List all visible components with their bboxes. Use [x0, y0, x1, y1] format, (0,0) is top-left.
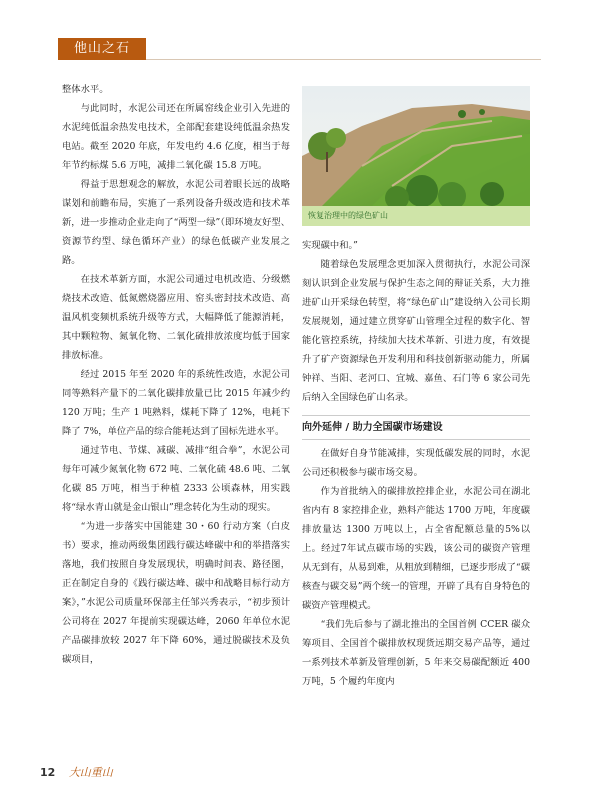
- right-column-top: [302, 236, 530, 407]
- page-footer: [40, 764, 113, 780]
- section-tag: 他山之石: [58, 38, 146, 60]
- paragraph: 与此同时，水泥公司还在所属窑线企业引入先进的水泥纯低温余热发电技术，全部配套建设纯低温余热发电站。截至 2020 年底，年发电约 4.6 亿度，相当于每年节约标煤 5.6 万吨，减排二氧化碳 15.8 万吨。: [62, 103, 290, 171]
- mine-photo: [302, 86, 530, 206]
- left-column: [62, 80, 290, 669]
- paragraph: 在技术革新方面，水泥公司通过电机改造、分级燃烧技术改造、低氮燃烧器应用、窑头密封技术改造、高温风机变频机系统升级等方式，大幅降低了能源消耗，其中颗粒物、氮氧化物、二氧化硫排放浓度均低于国家排放标准。: [62, 274, 290, 361]
- paragraph: 作为首批纳入的碳排放控排企业，水泥公司在湖北省内有 8 家控排企业，熟料产能达 1700 万吨，年度碳排放量达 1300 万吨以上，占全省配额总量的5%以上。经过7年试点碳市场的实践，该公司的碳资产管理从无到有，从易到难，从粗放到精细，已逐步形成了“碳核查与碳交易”两个统一的管理，开辟了具有自身特色的碳资产管理模式。: [302, 486, 530, 611]
- paragraph: 通过节电、节煤、减碳、减排“组合拳”，水泥公司每年可减少氮氧化物 672 吨、二氧化硫 48.6 吨、二氧化碳 85 万吨，相当于种植 2333 公顷森林，用实践将“绿水青山就是金山银山”理念转化为生动的现实。: [62, 445, 290, 513]
- photo-caption: 恢复治理中的绿色矿山: [302, 206, 530, 226]
- paragraph: 得益于思想观念的解放，水泥公司着眼长远的战略谋划和前瞻布局，实施了一系列设备升级改造和技术革新，进一步推动企业走向了“两型一绿”（即环境友好型、资源节约型、绿色循环产业）的绿色低碳产业发展之路。: [62, 179, 290, 266]
- header-rule: [146, 59, 541, 60]
- paragraph: 实现碳中和。”: [302, 240, 358, 251]
- paragraph: 经过 2015 年至 2020 年的系统性改造，水泥公司同等熟料产量下的二氧化碳排放量已比 2015 年减少约 120 万吨；生产 1 吨熟料，煤耗下降了 12%，电耗下降了 7%，单位产品的综合能耗达到了国标先进水平。: [62, 369, 290, 437]
- paragraph: 随着绿色发展理念更加深入贯彻执行，水泥公司深刻认识到企业发展与保护生态之间的辩证关系，大力推进矿山开采绿色转型，将“绿色矿山”建设纳入公司长期发展规划，通过建立贯穿矿山管理全过程的数字化、智能化管控系统，持续加大技术革新、引进力度，有效提升了矿产资源绿色开发利用和科技创新驱动能力，所属钟祥、当阳、老河口、宜城、嘉鱼、石门等 6 家公司先后纳入全国绿色矿山名录。: [302, 259, 530, 403]
- paragraph: 在做好自身节能减排，实现低碳发展的同时，水泥公司还积极参与碳市场交易。: [302, 448, 530, 478]
- paragraph: 整体水平。: [62, 84, 109, 95]
- section-subheading: 向外延伸 / 助力全国碳市场建设: [302, 415, 530, 440]
- magazine-brand: 大山重山: [68, 766, 113, 779]
- paragraph: “为进一步落实中国能建 30・60 行动方案（白皮书）要求，推动两级集团践行碳达峰碳中和的举措落实落地，我们按照自身发展现状，明确时间表、路径图，正在制定自身的《践行碳达峰、碳中和战略目标行动方案》，”水泥公司质量环保部主任邹兴秀表示，“初步预计公司将在 2027 年提前实现碳达峰，2060 年单位水泥产品碳排放较 2027 年下降 60%，通过脱碳技术及负碳项目，: [62, 521, 290, 665]
- right-column: [302, 236, 530, 691]
- page-number: 12: [40, 766, 56, 779]
- paragraph: “我们先后参与了湖北推出的全国首例 CCER 碳众筹项目、全国首个碳排放权现货远期交易产品等，通过一系列技术革新及管理创新，5 年来交易碳配额近 400 万吨，5 个履约年度内: [302, 619, 530, 687]
- right-column-bottom: [302, 444, 530, 691]
